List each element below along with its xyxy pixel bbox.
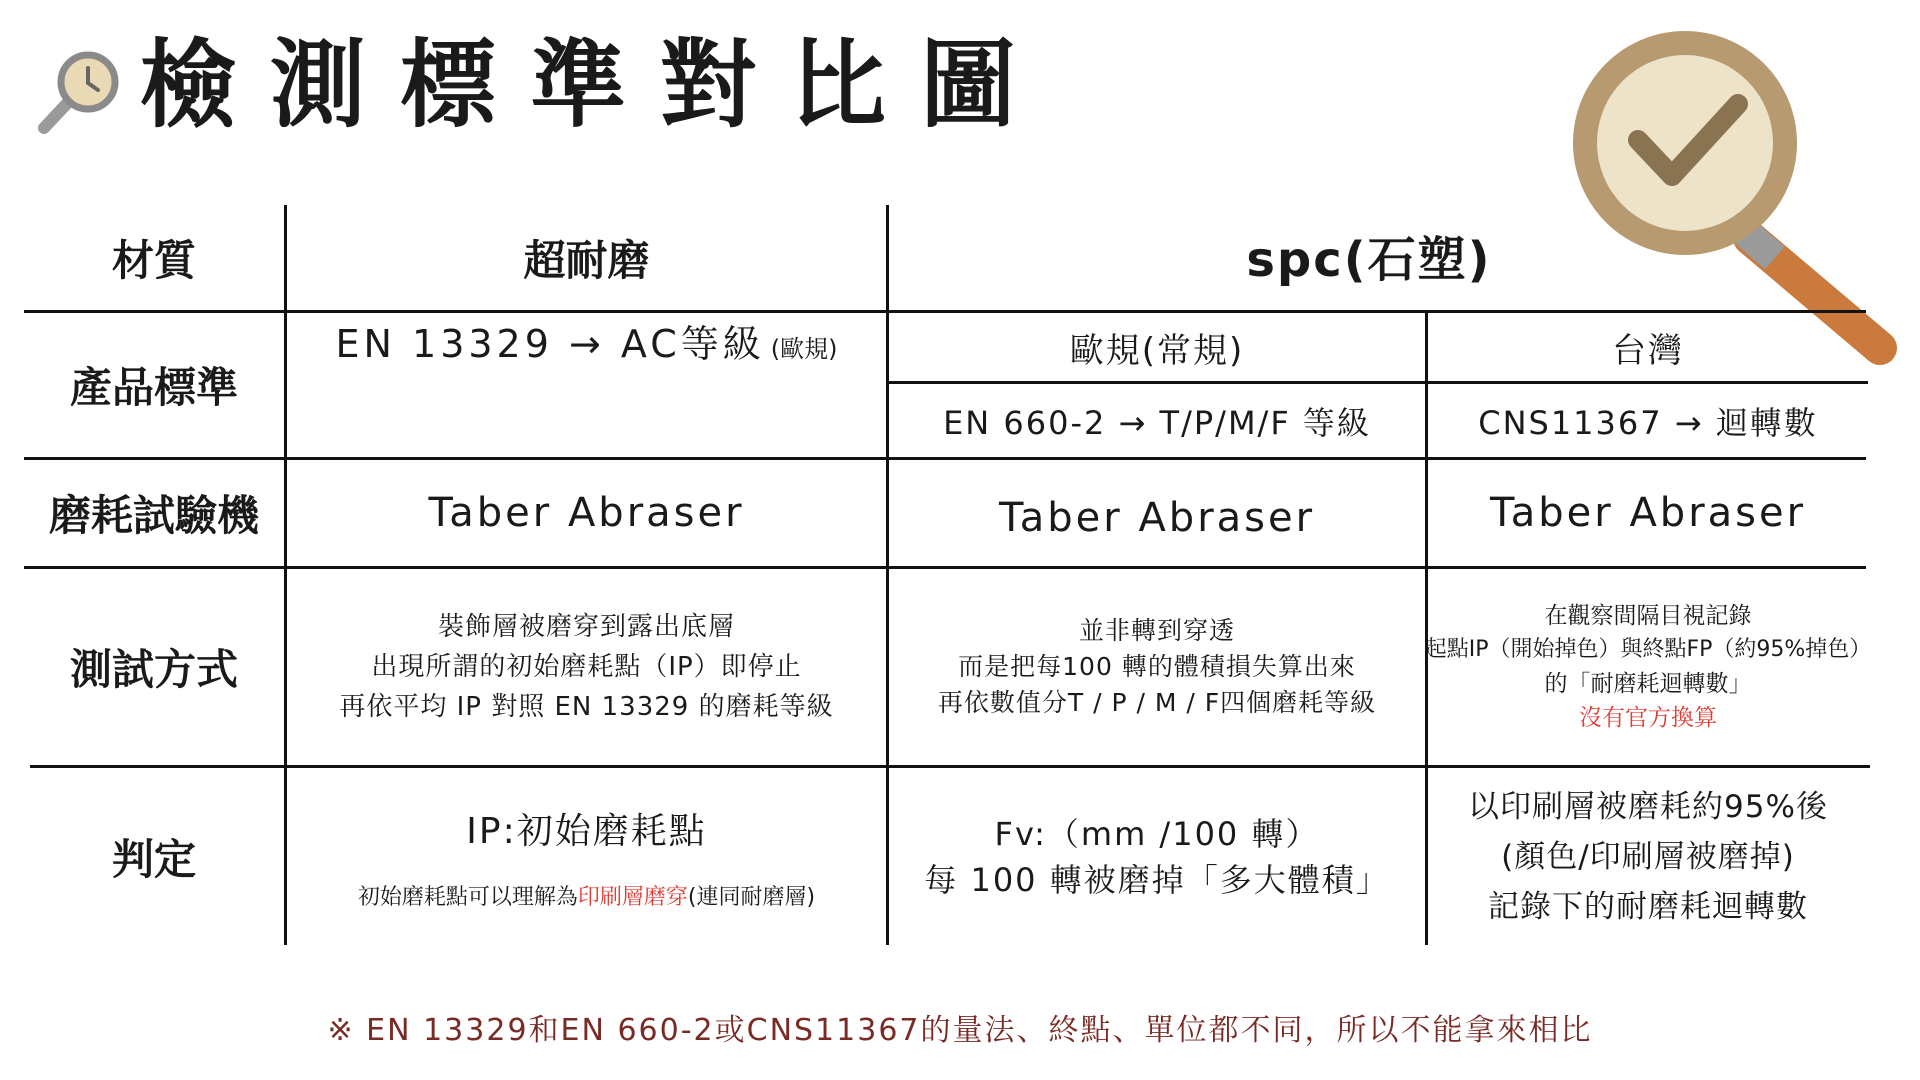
cell-method-tw [1424, 569, 1872, 765]
header-tw: 台灣 [1612, 330, 1684, 371]
cell-judge-tw [1428, 768, 1868, 945]
header-spc: spc(石塑) [1246, 231, 1492, 288]
page-title: 檢測標準對比圖 [140, 29, 1050, 141]
row-label-judge: 判定 [111, 834, 196, 884]
row-label-machine: 磨耗試驗機 [48, 491, 259, 540]
cell-judge-eu [889, 768, 1425, 945]
judge-eu-line: Fv:（mm /100 轉） [994, 814, 1320, 853]
header-material: 材質 [111, 235, 196, 285]
method-tw-line: 起點IP（開始掉色）與終點FP（約95%掉色） [1424, 637, 1872, 662]
header-eu: 歐規(常規) [1069, 330, 1245, 371]
cell-judge-super [287, 768, 886, 945]
cell-method-eu [889, 569, 1425, 765]
standard-super-suffix: (歐規) [770, 335, 838, 363]
row-label-standard: 產品標準 [69, 363, 238, 412]
standard-super-text: EN 13329 → AC等級 [335, 322, 765, 366]
cell-machine-tw: Taber Abraser [1489, 490, 1807, 536]
cell-machine-super: Taber Abraser [428, 490, 745, 536]
judge-super-sub-red: 印刷層磨穿 [577, 884, 688, 910]
method-tw-line: 的「耐磨耗迴轉數」 [1544, 671, 1752, 697]
method-tw-warning: 沒有官方換算 [1579, 705, 1717, 731]
method-eu-line: 而是把每100 轉的體積損失算出來 [958, 652, 1356, 681]
footnote: ※ EN 13329和EN 660-2或CNS11367的量法、終點、單位都不同，所以不能拿來相比 [327, 1013, 1593, 1048]
method-eu-line: 再依數值分T / P / M / F四個磨耗等級 [937, 688, 1377, 717]
judge-super-main: IP:初始磨耗點 [466, 810, 707, 852]
header-super-wear: 超耐磨 [523, 235, 650, 285]
row-label-method: 測試方式 [69, 645, 238, 694]
judge-super-sub-a: 初始磨耗點可以理解為 [357, 884, 578, 910]
cell-standard-eu: EN 660-2 → T/P/M/F 等級 [943, 403, 1371, 442]
method-eu-line: 並非轉到穿透 [1078, 616, 1235, 645]
small-magnifier-icon [32, 46, 124, 138]
method-super-line: 出現所謂的初始磨耗點（IP）即停止 [371, 652, 802, 682]
cell-method-super [287, 569, 886, 765]
judge-tw-line: 以印刷層被磨耗約95%後 [1468, 788, 1828, 825]
judge-super-sub [358, 880, 815, 911]
judge-super-sub-b: (連同耐磨層) [687, 884, 816, 910]
judge-eu-line: 每 100 轉被磨掉「多大體積」 [924, 860, 1390, 899]
cell-standard-tw: CNS11367 → 迴轉數 [1478, 403, 1818, 442]
cell-standard-super [287, 313, 886, 457]
method-tw-line: 在觀察間隔目視記錄 [1544, 603, 1752, 629]
judge-tw-line: 記錄下的耐磨耗迴轉數 [1488, 888, 1808, 925]
cell-machine-eu: Taber Abraser [998, 495, 1316, 541]
judge-tw-line: (顏色/印刷層被磨掉) [1501, 838, 1795, 875]
method-super-line: 再依平均 IP 對照 EN 13329 的磨耗等級 [339, 692, 834, 722]
method-super-line: 裝飾層被磨穿到露出底層 [437, 612, 735, 642]
